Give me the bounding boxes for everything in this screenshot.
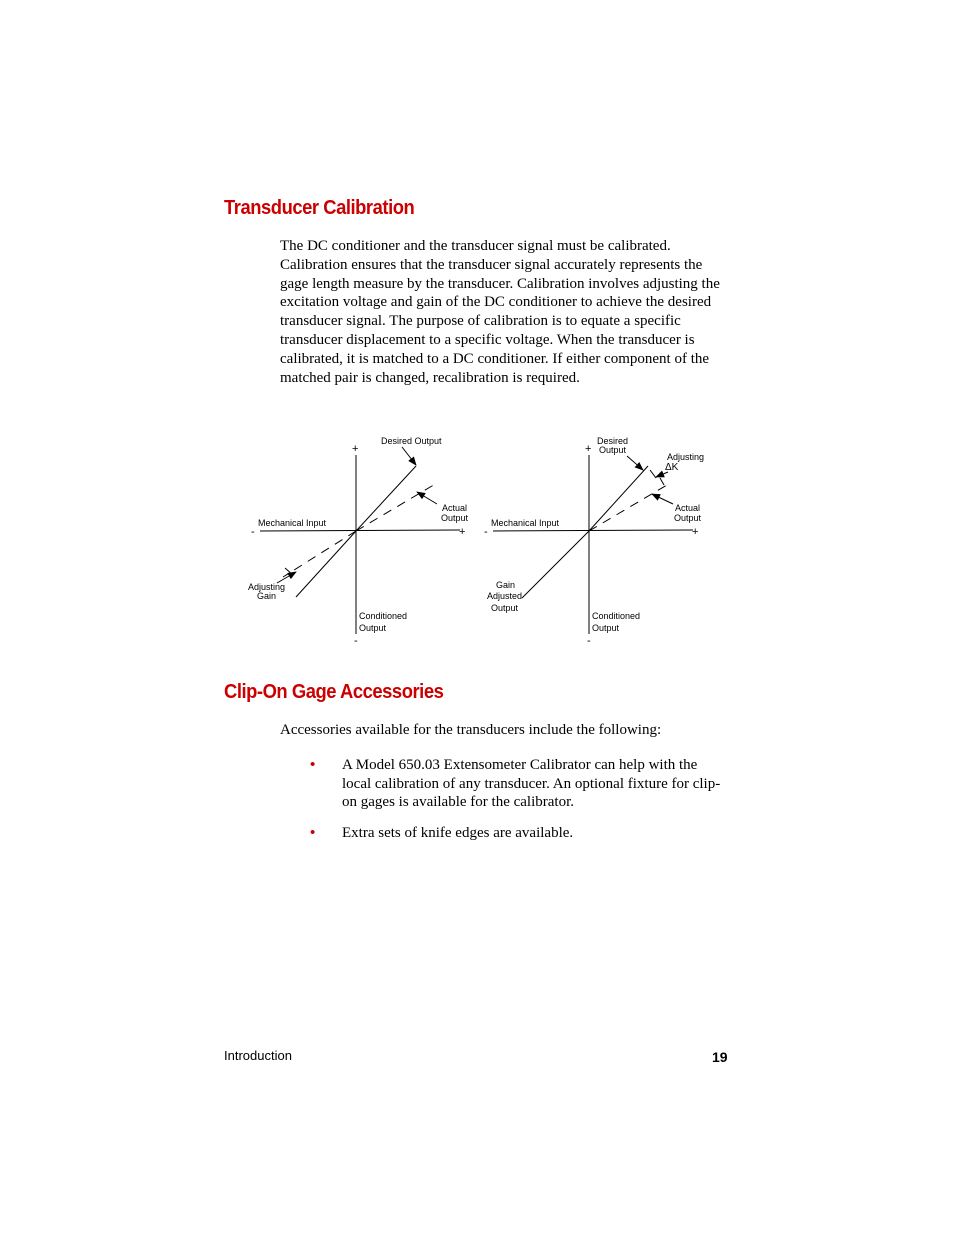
right-actual-label-1: Actual [675, 503, 701, 513]
bullet-icon: • [310, 823, 316, 841]
calibration-paragraph: The DC conditioner and the transducer signal must be calibrated. Calibration ensures that the transducer signal accurately represents the gage length measure by the transducer. Calibration involves adjusting the excitation voltage and gain of the DC conditioner to achieve the desired transducer signal. The purpose of calibration is to equate a specific transducer displacement to a specific voltage. When the transducer is calibrated, it is matched to a DC conditioner. If either component of the matched pair is changed, recalibration is required. [280, 238, 720, 386]
left-plus-x: + [459, 526, 466, 538]
right-minus-x: - [484, 526, 488, 538]
list-item [310, 756, 730, 812]
left-adjusting-gain-label-2: Gain [257, 591, 277, 601]
left-conditioned-label-1: Conditioned [359, 611, 408, 621]
left-gain-line [296, 531, 356, 597]
bullet-icon: • [310, 756, 316, 773]
right-desired-label-2: Output [599, 445, 627, 455]
calibration-diagram [240, 428, 720, 648]
right-plus-x: + [692, 526, 699, 538]
accessories-list [310, 756, 730, 854]
left-minus-x: - [251, 526, 255, 538]
left-mechanical-input-label: Mechanical Input [258, 518, 327, 528]
right-gain-adjusted-line [522, 531, 589, 598]
section-title-transducer-calibration: Transducer Calibration [224, 197, 415, 219]
right-gain-adjusted-label-2: Adjusted [487, 591, 523, 601]
page-number: 19 [712, 1049, 728, 1065]
right-actual-label-2: Output [674, 513, 702, 523]
left-plus-y: + [352, 443, 359, 455]
right-minus-y: - [587, 635, 591, 647]
right-x-axis [493, 530, 693, 531]
right-gain-adjusted-label-3: Output [491, 603, 519, 613]
right-adjusting-label: Adjusting [667, 452, 705, 462]
list-item-text: Extra sets of knife edges are available. [342, 824, 574, 841]
right-dk-tick-1 [650, 470, 656, 478]
right-graph-labels [484, 436, 704, 647]
right-desired-label-1: Desired [597, 436, 629, 446]
left-graph-labels [248, 436, 469, 647]
left-desired-line [356, 466, 416, 531]
left-x-axis [260, 530, 460, 531]
left-actual-label-1: Actual [442, 503, 468, 513]
accessories-intro: Accessories available for the transducers include the following: [280, 722, 662, 738]
right-dk-tick-2 [660, 478, 664, 485]
left-adjusting-gain-label-1: Adjusting [248, 582, 286, 592]
left-actual-dashed-line [356, 483, 437, 531]
list-item-text: A Model 650.03 Extensometer Calibrator can help with the local calibration of any transducer. An optional fixture for clip-on gages is available for the calibrator. [342, 757, 721, 811]
footer-section-name: Introduction [224, 1048, 292, 1063]
right-desired-arrow [627, 456, 643, 470]
right-mechanical-input-label: Mechanical Input [491, 518, 560, 528]
list-item [310, 824, 730, 843]
left-conditioned-label-2: Output [359, 623, 387, 633]
right-gain-adjusted-label-1: Gain [496, 580, 516, 590]
right-actual-dashed-line [589, 485, 667, 531]
left-minus-y: - [354, 635, 358, 647]
right-desired-line [589, 466, 648, 531]
left-desired-arrow [402, 447, 416, 465]
right-actual-arrow [652, 494, 673, 504]
right-delta-k-label: ΔK [665, 462, 679, 473]
left-graph [260, 447, 460, 634]
left-actual-arrow [417, 492, 437, 504]
left-desired-output-label: Desired Output [381, 436, 442, 446]
right-graph [493, 455, 693, 634]
left-actual-label-2: Output [441, 513, 469, 523]
right-conditioned-label-1: Conditioned [592, 611, 641, 621]
section-title-clip-on-gage-accessories: Clip-On Gage Accessories [224, 681, 444, 703]
left-gain-dashed-line [283, 531, 356, 577]
right-conditioned-label-2: Output [592, 623, 620, 633]
right-plus-y: + [585, 443, 592, 455]
